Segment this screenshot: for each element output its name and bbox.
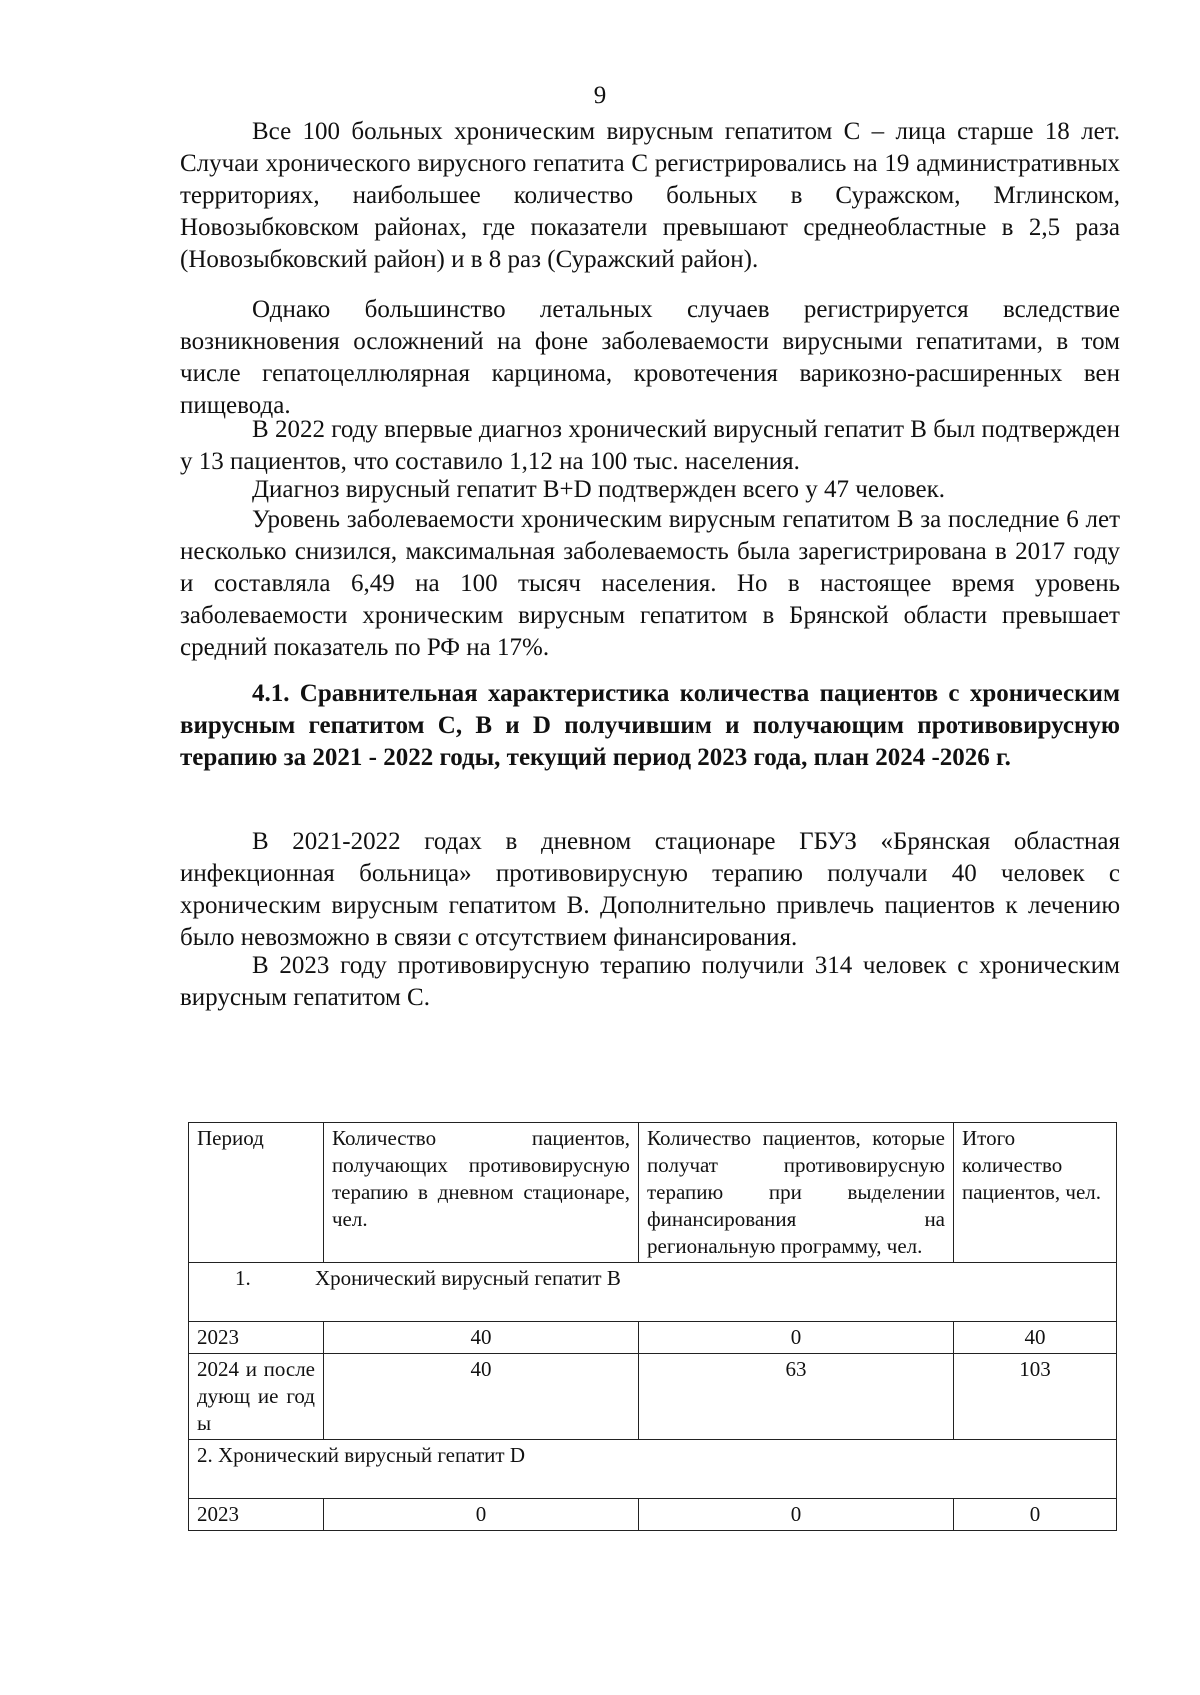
cell-day-hospital: 0 (324, 1499, 639, 1531)
paragraph-hepatitis-c-cases: Все 100 больных хроническим вирусным гепатитом С – лица старше 18 лет. Случаи хронического вирусного гепатита С регистрировались на 19 административных территориях, наибольшее количество больных в Суражском, Мглинском, Новозыбковском районах, где показатели превышают среднеобластные в 2,5 раза (Новозыбковский район) и в 8 раз (Суражский район). (180, 118, 1120, 273)
paragraph-day-hospital-2021-2022: В 2021-2022 годах в дневном стационаре ГБУЗ «Брянская областная инфекционная больница» противовирусную терапию получали 40 человек с хроническим вирусным гепатитом В. Дополнительно привлечь пациентов к лечению было невозможно в связи с отсутствием финансирования. (180, 828, 1120, 951)
patients-table (188, 1122, 1117, 1531)
cell-total: 0 (954, 1499, 1117, 1531)
section-title-hepatitis-d: 2. Хронический вирусный гепатит D (189, 1440, 1117, 1499)
paragraph-hepatitis-bd: Диагноз вирусный гепатит B+D подтвержден всего у 47 человек. (252, 476, 946, 503)
cell-period: 2023 (189, 1322, 324, 1354)
cell-funded: 0 (639, 1499, 954, 1531)
cell-total: 103 (954, 1354, 1117, 1440)
cell-total: 40 (954, 1322, 1117, 1354)
table-row (189, 1354, 1117, 1440)
cell-funded: 0 (639, 1322, 954, 1354)
section-title-hepatitis-b (189, 1263, 1117, 1322)
cell-day-hospital: 40 (324, 1322, 639, 1354)
cell-period: 2024 и последующ ие годы (189, 1354, 324, 1440)
section-row-hepatitis-d (189, 1440, 1117, 1499)
paragraph-2023-therapy: В 2023 году противовирусную терапию получили 314 человек с хроническим вирусным гепатитом С. (180, 952, 1120, 1011)
table-header-row (189, 1123, 1117, 1263)
table-row (189, 1499, 1117, 1531)
table-row (189, 1322, 1117, 1354)
header-funded-program: Количество пациентов, которые получат противовирусную терапию при выделении финансирования на региональную программу, чел. (639, 1123, 954, 1263)
header-day-hospital: Количество пациентов, получающих противовирусную терапию в дневном стационаре, чел. (324, 1123, 639, 1263)
paragraph-incidence-level: Уровень заболеваемости хроническим вирусным гепатитом В за последние 6 лет несколько снизился, максимальная заболеваемость была зарегистрирована в 2017 году и составляла 6,49 на 100 тысяч населения. Но в настоящее время уровень заболеваемости хроническим вирусным гепатитом в Брянской области превышает средний показатель по РФ на 17%. (180, 506, 1120, 661)
section-row-hepatitis-b (189, 1263, 1117, 1322)
section-number: 1. (235, 1266, 251, 1290)
cell-period: 2023 (189, 1499, 324, 1531)
section-title: Хронический вирусный гепатит В (315, 1266, 621, 1290)
paragraph-lethal-cases: Однако большинство летальных случаев регистрируется вследствие возникновения осложнений на фоне заболеваемости вирусными гепатитами, в том числе гепатоцеллюлярная карцинома, кровотечения варикозно-расширенных вен пищевода. (180, 296, 1120, 419)
header-total: Итого количество пациентов, чел. (954, 1123, 1117, 1263)
paragraph-hepatitis-b-2022: В 2022 году впервые диагноз хронический вирусный гепатит В был подтвержден у 13 пациентов, что составило 1,12 на 100 тыс. населения. (180, 416, 1120, 475)
cell-funded: 63 (639, 1354, 954, 1440)
page-number: 9 (593, 82, 607, 109)
header-period: Период (189, 1123, 324, 1263)
section-heading-4-1: 4.1. Сравнительная характеристика количества пациентов с хроническим вирусным гепатитом С, В и D получившим и получающим противовирусную терапию за 2021 - 2022 годы, текущий период 2023 года, план 2024 -2026 г. (180, 680, 1120, 771)
cell-day-hospital: 40 (324, 1354, 639, 1440)
